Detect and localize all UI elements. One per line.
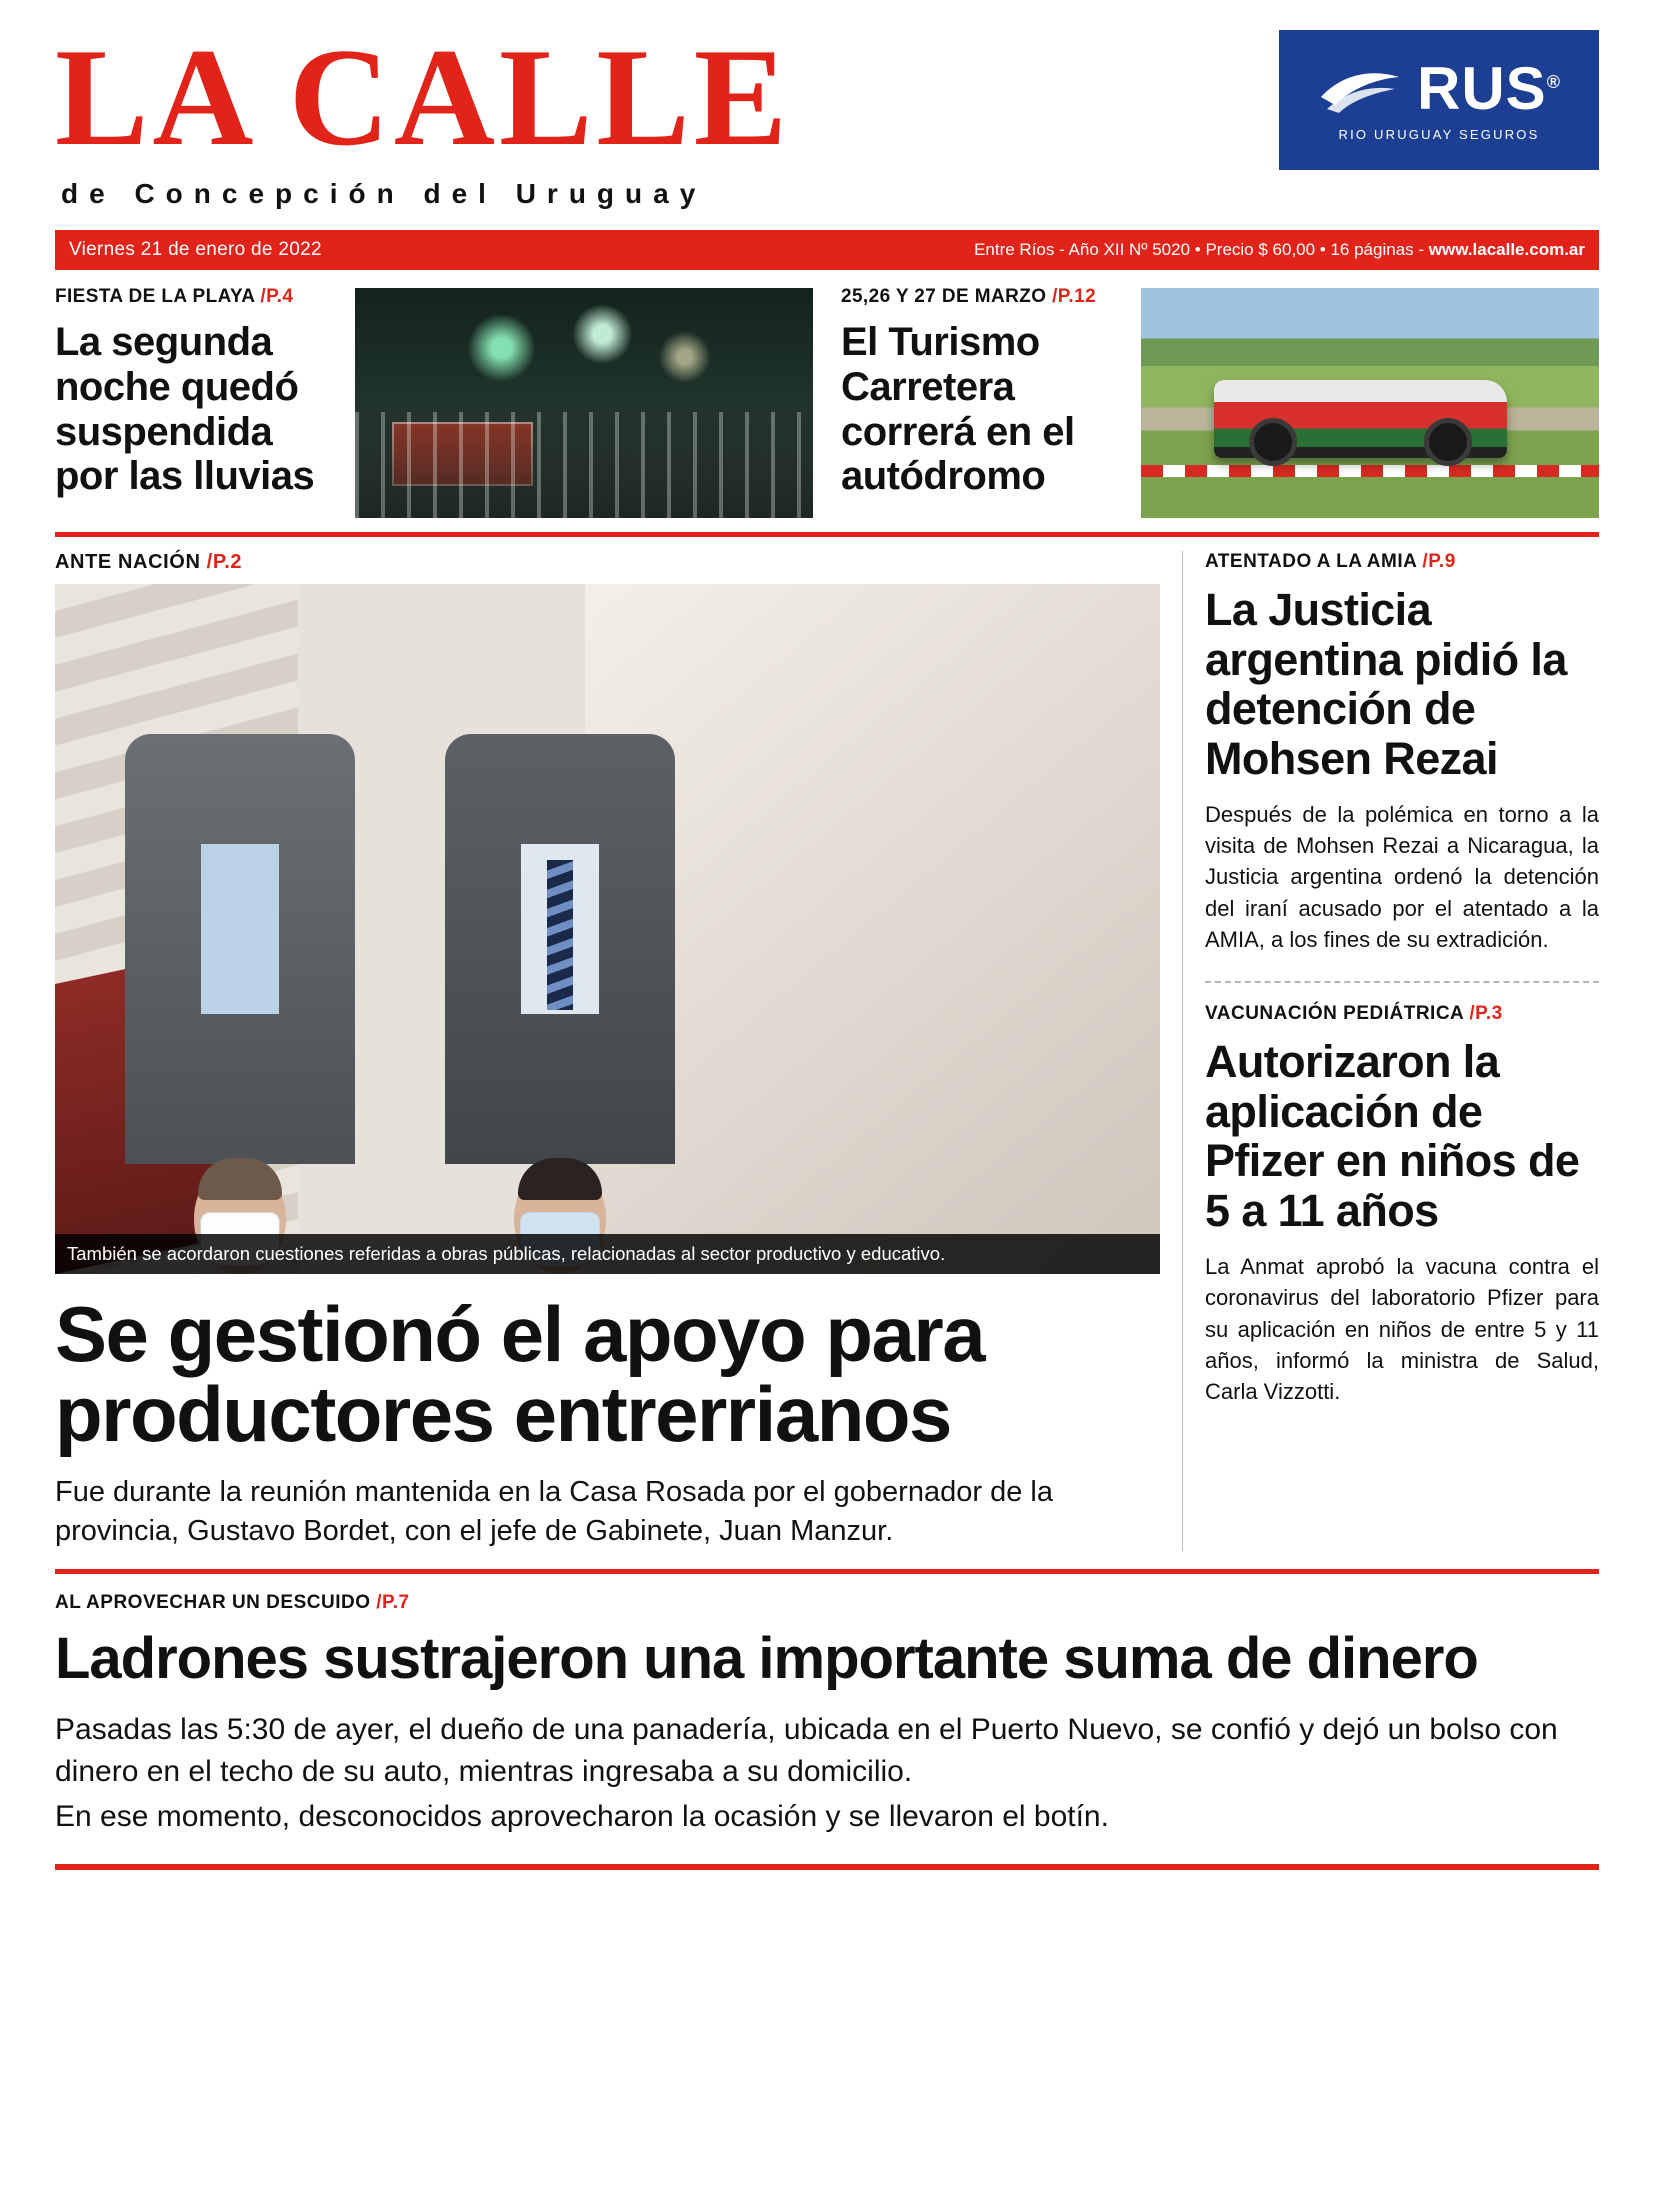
- date-bar: [55, 230, 1599, 270]
- column-divider: [1182, 551, 1183, 1551]
- teaser-fiesta-kicker: [55, 286, 345, 308]
- lead-subhead: Fue durante la reunión mantenida en la Casa Rosada por el gobernador de la provincia, Gustavo Bordet, con el jefe de Gabinete, Juan Manzur.: [55, 1475, 1053, 1547]
- vacunacion-page[interactable]: /P.3: [1469, 1003, 1503, 1025]
- teaser-fiesta-headline: La segunda noche quedó suspendida por las lluvias: [55, 320, 315, 499]
- person-manzur: [435, 740, 685, 1274]
- teaser-fiesta-text: [55, 286, 355, 516]
- lead-headline: Se gestionó el apoyo para productores entrerrianos: [55, 1290, 985, 1459]
- lead-kicker-text: ANTE NACIÓN: [55, 551, 201, 573]
- side-divider: [1205, 981, 1599, 983]
- bottom-page[interactable]: /P.7: [376, 1591, 410, 1613]
- masthead: [55, 0, 1599, 230]
- vacunacion-headline: Autorizaron la aplicación de Pfizer en niños de 5 a 11 años: [1205, 1036, 1580, 1236]
- advertisement-rus[interactable]: [1279, 30, 1599, 170]
- fiesta-night-photo: [355, 288, 813, 518]
- publication-date: Viernes 21 de enero de 2022: [69, 239, 322, 260]
- bottom-body-line2: En ese momento, desconocidos aprovecharon la ocasión y se llevaron el botín.: [55, 1799, 1109, 1833]
- amia-kicker-text: ATENTADO A LA AMIA: [1205, 551, 1417, 572]
- track-kerb: [1141, 465, 1599, 477]
- bottom-story[interactable]: [55, 1592, 1599, 1838]
- teaser-turismo-kicker: [841, 286, 1131, 308]
- fence-barrier: [392, 422, 533, 486]
- top-teasers: [55, 286, 1599, 516]
- race-scene: [1141, 288, 1599, 518]
- bottom-body-line1: Pasadas las 5:30 de ayer, el dueño de una panadería, ubicada en el Puerto Nuevo, se confió y dejó un bolso con dinero en el techo de su auto, mientras ingresaba a su domicilio.: [55, 1712, 1558, 1789]
- night-scene: [355, 288, 813, 518]
- rus-registered-mark: ®: [1546, 71, 1561, 92]
- rus-tagline: RIO URUGUAY SEGUROS: [1338, 126, 1540, 142]
- edition-text: Entre Ríos - Año XII Nº 5020 • Precio $ 60,00 • 16 páginas -: [974, 240, 1429, 259]
- footer-rule: [55, 1864, 1599, 1870]
- main-content: [55, 551, 1599, 1551]
- newspaper-subtitle: de Concepción del Uruguay: [61, 178, 707, 209]
- lead-photo-caption: También se acordaron cuestiones referidas a obras públicas, relacionadas al sector productivo y educativo.: [55, 1234, 1160, 1274]
- bordet-hair: [198, 1158, 282, 1200]
- teaser-turismo-page[interactable]: /P.12: [1052, 286, 1097, 307]
- rus-logo-row: [1317, 54, 1561, 122]
- teaser-fiesta-page[interactable]: /P.4: [260, 286, 294, 307]
- rus-name: [1417, 54, 1561, 122]
- vacunacion-body: La Anmat aprobó la vacuna contra el coronavirus del laboratorio Pfizer para su aplicación en niños de entre 5 y 11 años, informó la ministra de Salud, Carla Vizzotti.: [1205, 1254, 1599, 1405]
- edition-info: [974, 240, 1585, 260]
- teaser-fiesta[interactable]: [55, 286, 813, 516]
- bordet-shirt: [201, 844, 279, 1014]
- race-car: [1214, 380, 1507, 458]
- vacunacion-kicker-text: VACUNACIÓN PEDIÁTRICA: [1205, 1003, 1464, 1025]
- teaser-fiesta-kicker-text: FIESTA DE LA PLAYA: [55, 286, 255, 307]
- teaser-turismo[interactable]: [841, 286, 1599, 516]
- newspaper-title: LA CALLE: [55, 20, 792, 175]
- side-story-vacunacion[interactable]: [1205, 1003, 1599, 1407]
- amia-kicker: [1205, 551, 1599, 573]
- divider-red-top: [55, 532, 1599, 537]
- divider-red-bottom: [55, 1569, 1599, 1574]
- side-story-amia[interactable]: [1205, 551, 1599, 955]
- lead-page[interactable]: /P.2: [206, 551, 243, 573]
- lead-story[interactable]: [55, 551, 1160, 1551]
- rus-name-text: RUS: [1417, 54, 1547, 122]
- manzur-hair: [518, 1158, 602, 1200]
- vacunacion-kicker: [1205, 1003, 1599, 1025]
- teaser-turismo-text: [841, 286, 1141, 516]
- teaser-gap: [813, 286, 841, 516]
- bottom-headline: Ladrones sustrajeron una importante suma de dinero: [55, 1625, 1478, 1691]
- website-link[interactable]: www.lacalle.com.ar: [1428, 240, 1585, 259]
- person-bordet: [115, 740, 365, 1274]
- teaser-turismo-headline: El Turismo Carretera correrá en el autódromo: [841, 320, 1075, 499]
- amia-body: Después de la polémica en torno a la visita de Mohsen Rezai a Nicaragua, la Justicia argentina ordenó la detención del iraní acusado por el atentado a la AMIA, a los fines de su extradición.: [1205, 802, 1599, 952]
- bottom-kicker: [55, 1592, 1599, 1614]
- manzur-tie: [547, 860, 573, 1010]
- swoosh-icon: [1317, 63, 1403, 115]
- side-stories: [1205, 551, 1599, 1551]
- amia-headline: La Justicia argentina pidió la detención de Mohsen Rezai: [1205, 584, 1567, 784]
- teaser-turismo-kicker-text: 25,26 Y 27 DE MARZO: [841, 286, 1047, 307]
- race-car-photo: [1141, 288, 1599, 518]
- lead-photo: [55, 584, 1160, 1274]
- amia-page[interactable]: /P.9: [1422, 551, 1456, 572]
- masthead-branding: [55, 0, 1279, 210]
- lead-kicker: [55, 551, 1160, 574]
- bottom-kicker-text: AL APROVECHAR UN DESCUIDO: [55, 1591, 371, 1613]
